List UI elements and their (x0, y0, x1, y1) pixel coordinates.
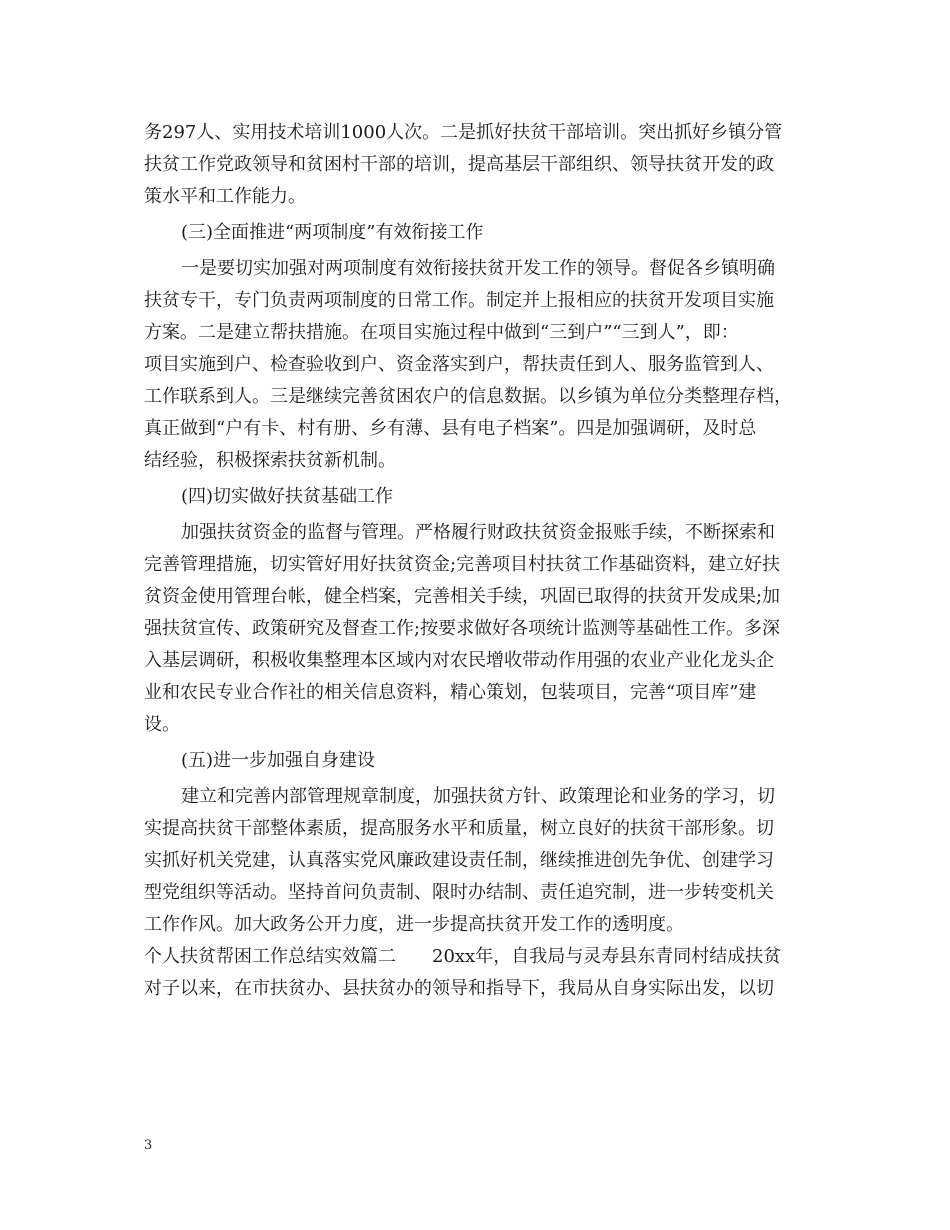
text-line: 强扶贫宣传、政策研究及督查工作;按要求做好各项统计监测等基础性工作。多深 (144, 618, 781, 639)
text-line: 一是要切实加强对两项制度有效衔接扶贫开发工作的领导。督促各乡镇明确 (181, 258, 775, 279)
section-intro: 20xx年，自我局与灵寿县东青同村结成扶贫 (432, 946, 782, 967)
text-line: 贫资金使用管理台帐，健全档案，完善相关手续，巩固已取得的扶贫开发成果;加 (144, 586, 781, 607)
paragraph-self-building (144, 781, 809, 941)
text-line: 工作作风。加大政务公开力度，进一步提高扶贫开发工作的透明度。 (144, 914, 684, 935)
section-heading-line (144, 941, 809, 973)
text-line: 实提高扶贫干部整体素质，提高服务水平和质量，树立良好的扶贫干部形象。切 (144, 818, 774, 839)
text-line: 结经验，积极探索扶贫新机制。 (144, 450, 396, 471)
text-line: 建立和完善内部管理规章制度，加强扶贫方针、政策理论和业务的学习，切 (181, 786, 775, 807)
section-two (144, 941, 809, 1005)
text-line: 加强扶贫资金的监督与管理。严格履行财政扶贫资金报账手续，不断探索和 (181, 522, 775, 543)
text-line: 项目实施到户、检查验收到户、资金落实到户，帮扶责任到人、服务监管到人、 (144, 354, 774, 375)
paragraph-training (144, 117, 809, 213)
text-line: 入基层调研，积极收集整理本区域内对农民增收带动作用强的农业产业化龙头企 (144, 650, 774, 671)
subheading-text: (四)切实做好扶贫基础工作 (181, 486, 394, 507)
text-line: 型党组织等活动。坚持首问负责制、限时办结制、责任追究制，进一步转变机关 (144, 882, 774, 903)
text-line: 对子以来，在市扶贫办、县扶贫办的领导和指导下，我局从自身实际出发，以切 (144, 978, 774, 999)
text-line: 设。 (144, 714, 180, 735)
text-line: 工作联系到人。三是继续完善贫困农户的信息数据。以乡镇为单位分类整理存档， (144, 386, 792, 407)
text-line: 务297人、实用技术培训1000人次。二是抓好扶贫干部培训。突出抓好乡镇分管 (144, 122, 783, 143)
document-body (144, 117, 809, 1005)
text-line: 扶贫专干，专门负责两项制度的日常工作。制定并上报相应的扶贫开发项目实施 (144, 290, 774, 311)
text-line: 完善管理措施，切实管好用好扶贫资金;完善项目村扶贫工作基础资料，建立好扶 (144, 554, 781, 575)
subheading-text: (五)进一步加强自身建设 (181, 750, 376, 771)
text-line: 真正做到“户有卡、村有册、乡有薄、县有电子档案”。四是加强调研，及时总 (144, 418, 757, 439)
section-heading: 个人扶贫帮困工作总结实效篇二 (144, 946, 396, 967)
subheading-three (144, 217, 809, 249)
paragraph-two-systems (144, 253, 809, 477)
text-line: 方案。二是建立帮扶措施。在项目实施过程中做到“三到户”“三到人”，即： (144, 322, 739, 343)
page-number: 3 (144, 1138, 153, 1153)
text-line: 业和农民专业合作社的相关信息资料，精心策划，包装项目，完善“项目库”建 (144, 682, 757, 703)
text-line: 实抓好机关党建，认真落实党风廉政建设责任制，继续推进创先争优、创建学习 (144, 850, 774, 871)
subheading-four (144, 481, 809, 513)
paragraph-foundation-work (144, 517, 809, 741)
subheading-five (144, 745, 809, 777)
text-line: 扶贫工作党政领导和贫困村干部的培训，提高基层干部组织、领导扶贫开发的政 (144, 154, 774, 175)
subheading-text: (三)全面推进“两项制度”有效衔接工作 (181, 222, 484, 243)
text-line: 策水平和工作能力。 (144, 186, 306, 207)
